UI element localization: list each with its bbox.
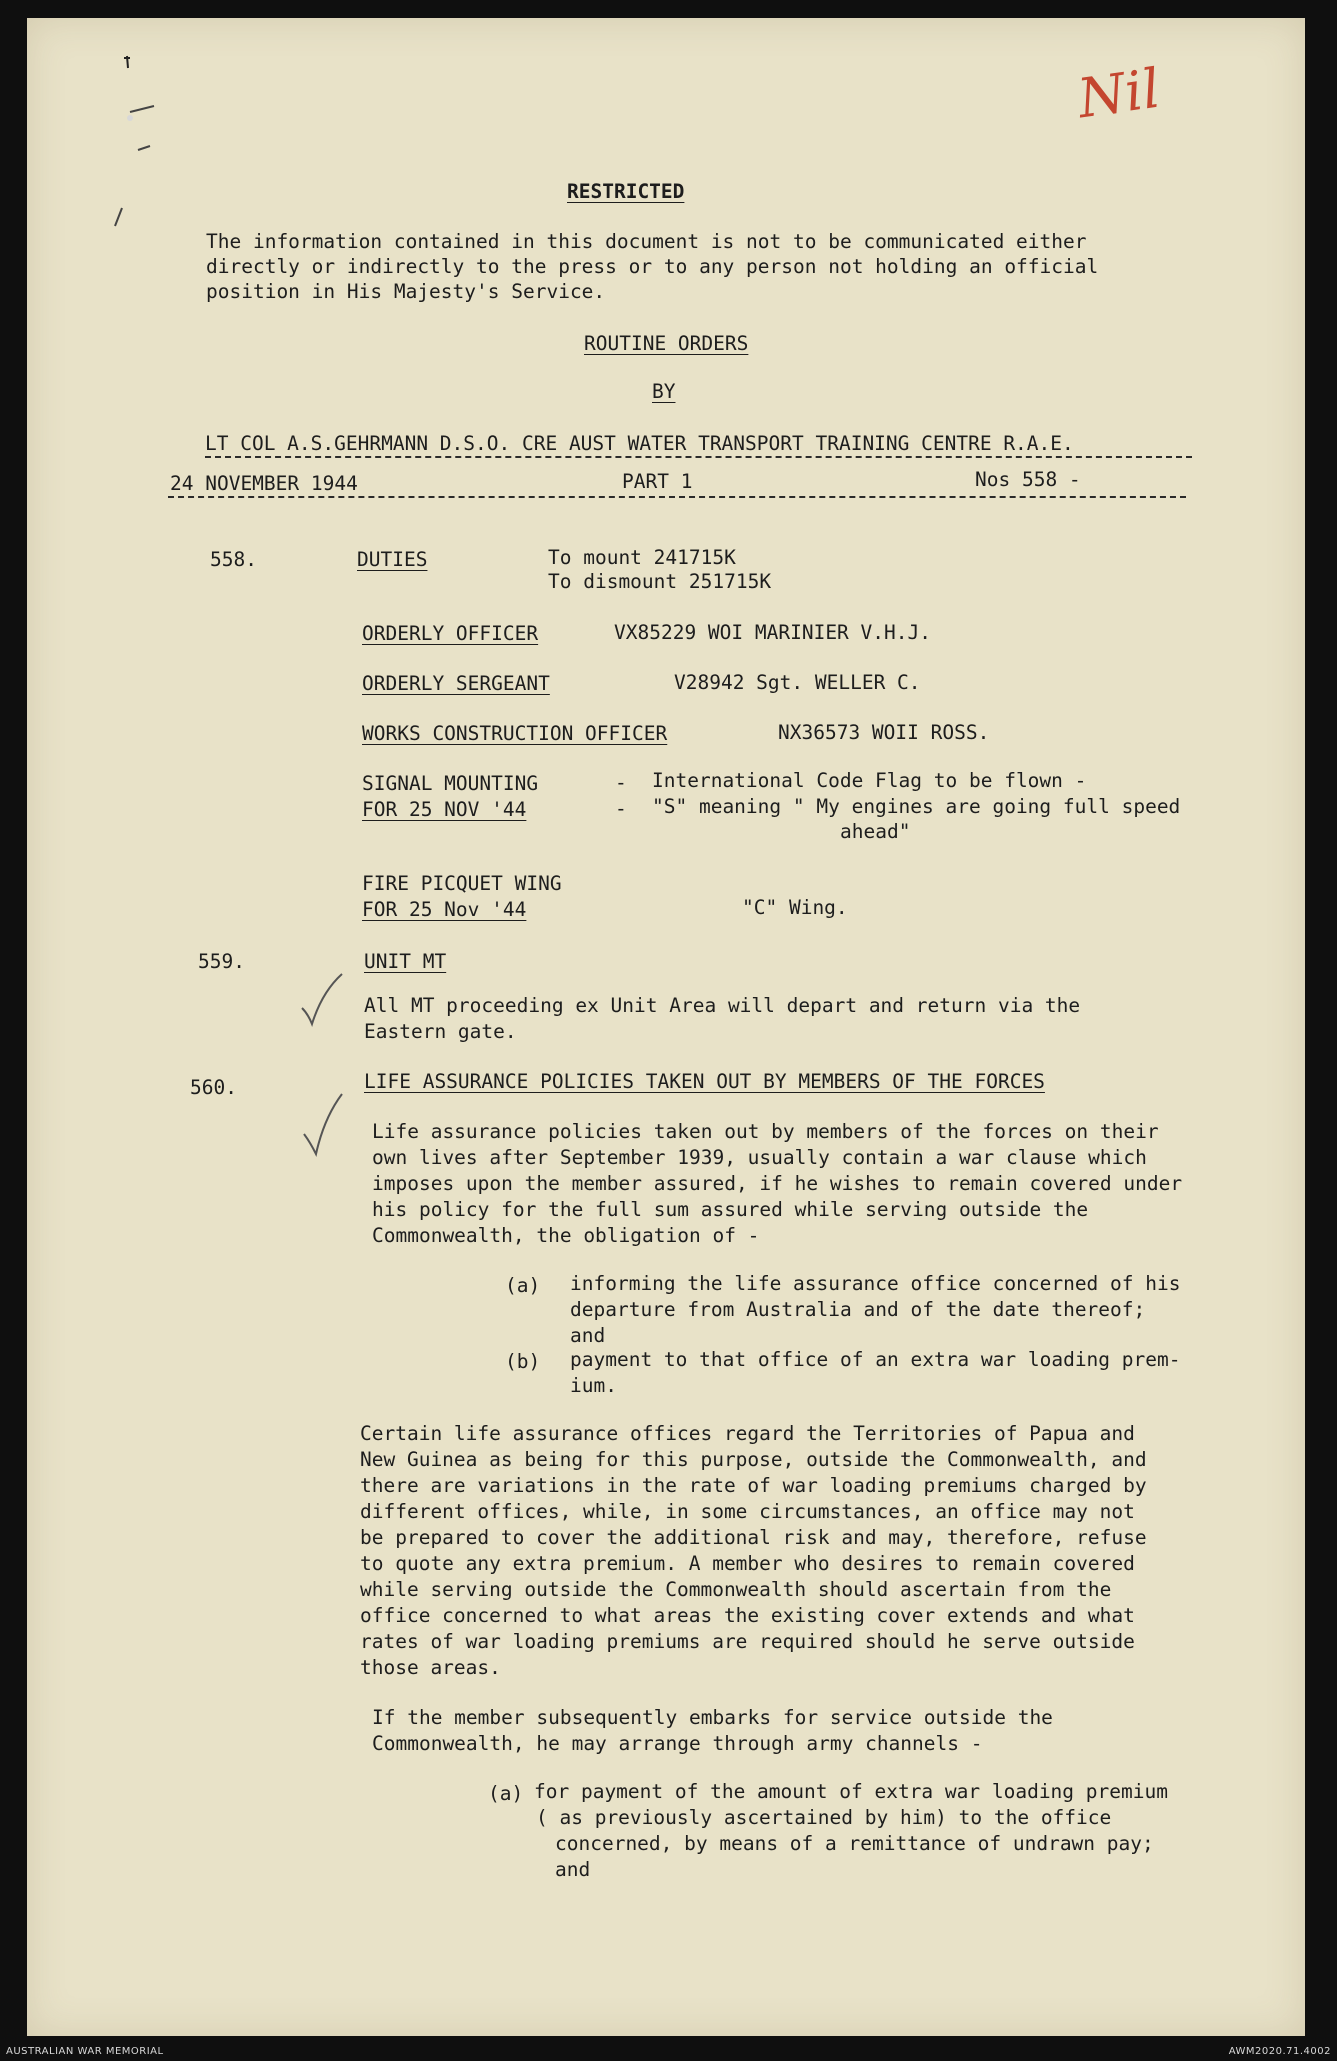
notice-line-2: directly or indirectly to the press or to any person not holding an official [206, 255, 1099, 278]
staple-mark-icon [110, 50, 190, 230]
paragraph-line: Commonwealth, the obligation of - [372, 1224, 760, 1247]
archive-id: AWM2020.71.4002 [1228, 2046, 1331, 2057]
paragraph-line: Certain life assurance offices regard the Territories of Papua and [360, 1422, 1135, 1445]
paragraph-line: own lives after September 1939, usually contain a war clause which [372, 1146, 1147, 1169]
fire-picquet-label-date: FOR 25 Nov '44 [362, 898, 527, 921]
orderly-sergeant-label: ORDERLY SERGEANT [362, 672, 550, 695]
paragraph-line: All MT proceeding ex Unit Area will depart and return via the [364, 994, 1081, 1017]
signal-dash: - [615, 797, 627, 820]
fire-picquet-value: "C" Wing. [742, 896, 848, 919]
paragraph-line: those areas. [360, 1656, 501, 1679]
paragraph-line: If the member subsequently embarks for service outside the [372, 1706, 1053, 1729]
orderly-sergeant-value: V28942 Sgt. WELLER C. [674, 671, 921, 694]
sub-item-line: concerned, by means of a remittance of undrawn pay; [555, 1832, 1154, 1855]
document-title: ROUTINE ORDERS [584, 332, 749, 355]
orderly-officer-value: VX85229 WOI MARINIER V.H.J. [614, 621, 931, 644]
sub-item-line: departure from Australia and of the date thereof; [570, 1298, 1146, 1321]
restricted-heading: RESTRICTED [567, 180, 685, 203]
paragraph-line: imposes upon the member assured, if he wishes to remain covered under [372, 1172, 1183, 1195]
paragraph-line: to quote any extra premium. A member who desires to remain covered [360, 1552, 1135, 1575]
paragraph-line: different offices, while, in some circumstances, an office may not [360, 1500, 1135, 1523]
notice-line-3: position in His Majesty's Service. [206, 280, 606, 303]
paragraph-line: while serving outside the Commonwealth should ascertain from the [360, 1578, 1112, 1601]
paragraph-line: rates of war loading premiums are required should he serve outside [360, 1630, 1135, 1653]
by-label: BY [652, 380, 676, 403]
sub-item-label: (a) [505, 1274, 541, 1297]
sub-item-line: informing the life assurance office concerned of his [570, 1272, 1181, 1295]
paragraph-line: be prepared to cover the additional risk and may, therefore, refuse [360, 1526, 1147, 1549]
divider [168, 496, 1186, 498]
item-heading: DUTIES [357, 548, 428, 571]
sub-item-label: (b) [505, 1350, 541, 1373]
handwritten-annotation: Nil [1074, 56, 1164, 131]
order-date: 24 NOVEMBER 1944 [170, 472, 358, 495]
paragraph-line: Eastern gate. [364, 1020, 517, 1043]
duty-mount: To mount 241715K [548, 546, 736, 569]
sub-item-line: and [555, 1858, 591, 1881]
item-heading: UNIT MT [364, 950, 447, 973]
signal-label: SIGNAL MOUNTING [362, 772, 539, 795]
orderly-officer-label: ORDERLY OFFICER [362, 622, 539, 645]
signal-label-date: FOR 25 NOV '44 [362, 798, 527, 821]
check-mark-icon [300, 1090, 350, 1160]
paragraph-line: there are variations in the rate of war loading premiums charged by [360, 1474, 1147, 1497]
item-number: 559. [198, 950, 245, 973]
sub-item-line: for payment of the amount of extra war loading premium [534, 1780, 1168, 1803]
paragraph-line: Life assurance policies taken out by members of the forces on their [372, 1120, 1159, 1143]
signal-dash: - [615, 771, 627, 794]
item-number: 560. [190, 1076, 237, 1099]
fire-picquet-label: FIRE PICQUET WING [362, 872, 562, 895]
duty-dismount: To dismount 251715K [548, 570, 772, 593]
works-officer-value: NX36573 WOII ROSS. [778, 721, 990, 744]
item-number: 558. [210, 548, 257, 571]
sub-item-line: payment to that office of an extra war loading prem- [570, 1348, 1181, 1371]
archive-credit: AUSTRALIAN WAR MEMORIAL [6, 2046, 164, 2057]
signal-text: "S" meaning " My engines are going full speed [652, 795, 1181, 818]
paragraph-line: office concerned to what areas the existing cover extends and what [360, 1604, 1135, 1627]
notice-line-1: The information contained in this document is not to be communicated either [206, 230, 1087, 253]
sub-item-label: (a) [488, 1782, 524, 1805]
check-mark-icon [298, 970, 348, 1030]
signal-text: International Code Flag to be flown - [652, 769, 1087, 792]
sub-item-line: ( as previously ascertained by him) to the office [536, 1806, 1112, 1829]
issuing-officer: LT COL A.S.GEHRMANN D.S.O. CRE AUST WATER TRANSPORT TRAINING CENTRE R.A.E. [205, 432, 1074, 455]
paragraph-line: his policy for the full sum assured while serving outside the [372, 1198, 1089, 1221]
order-part: PART 1 [622, 470, 693, 493]
item-heading: LIFE ASSURANCE POLICIES TAKEN OUT BY MEMBERS OF THE FORCES [364, 1070, 1045, 1093]
sub-item-line: and [570, 1324, 606, 1347]
works-officer-label: WORKS CONSTRUCTION OFFICER [362, 722, 668, 745]
paragraph-line: Commonwealth, he may arrange through army channels - [372, 1732, 983, 1755]
divider [205, 456, 1192, 458]
sub-item-line: ium. [570, 1374, 617, 1397]
order-numbers: Nos 558 - [975, 468, 1081, 491]
signal-text: ahead" [840, 820, 911, 843]
paragraph-line: New Guinea as being for this purpose, outside the Commonwealth, and [360, 1448, 1147, 1471]
